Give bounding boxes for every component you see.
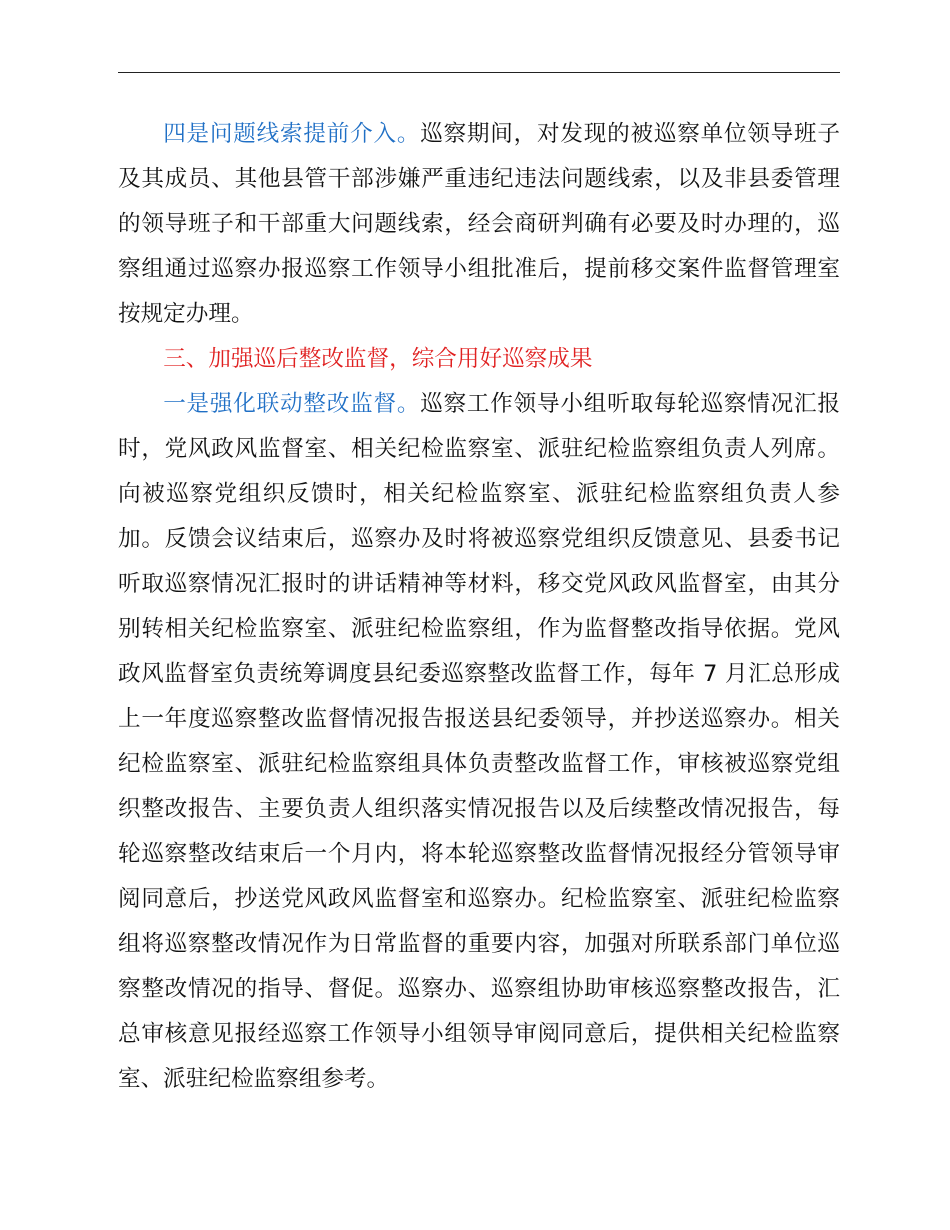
paragraph-text: 巡察期间，对发现的被巡察单位领导班子及其成员、其他县管干部涉嫌严重违纪违法问题线索，以及非县委管理的领导班子和干部重大问题线索，经会商研判确有必要及时办理的，巡察组通过巡察办报巡察工作领导小组批准后，提前移交案件监督管理室按规定办理。 [118,121,841,327]
header-rule [118,72,840,73]
document-body [118,112,840,1102]
paragraph-joint-rectification [118,382,840,1102]
paragraph-text: 巡察工作领导小组听取每轮巡察情况汇报时，党风政风监督室、相关纪检监察室、派驻纪检监察组负责人列席。向被巡察党组织反馈时，相关纪检监察室、派驻纪检监察组负责人参加。反馈会议结束后，巡察办及时将被巡察党组织反馈意见、县委书记听取巡察情况汇报时的讲话精神等材料，移交党风政风监督室，由其分别转相关纪检监察室、派驻纪检监察组，作为监督整改指导依据。党风政风监督室负责统筹调度县纪委巡察整改监督工作，每年 7 月汇总形成上一年度巡察整改监督情况报告报送县纪委领导，并抄送巡察办。相关纪检监察室、派驻纪检监察组具体负责整改监督工作，审核被巡察党组织整改报告、主要负责人组织落实情况报告以及后续整改情况报告，每轮巡察整改结束后一个月内，将本轮巡察整改监督情况报经分管领导审阅同意后，抄送党风政风监督室和巡察办。纪检监察室、派驻纪检监察组将巡察整改情况作为日常监督的重要内容，加强对所联系部门单位巡察整改情况的指导、督促。巡察办、巡察组协助审核巡察整改报告，汇总审核意见报经巡察工作领导小组领导审阅同意后，提供相关纪检监察室、派驻纪检监察组参考。 [118,391,841,1092]
section-heading: 三、加强巡后整改监督，综合用好巡察成果 [163,346,593,372]
paragraph-problem-clues [118,112,840,337]
paragraph-lead: 四是问题线索提前介入。 [163,121,421,147]
paragraph-lead: 一是强化联动整改监督。 [163,391,421,417]
